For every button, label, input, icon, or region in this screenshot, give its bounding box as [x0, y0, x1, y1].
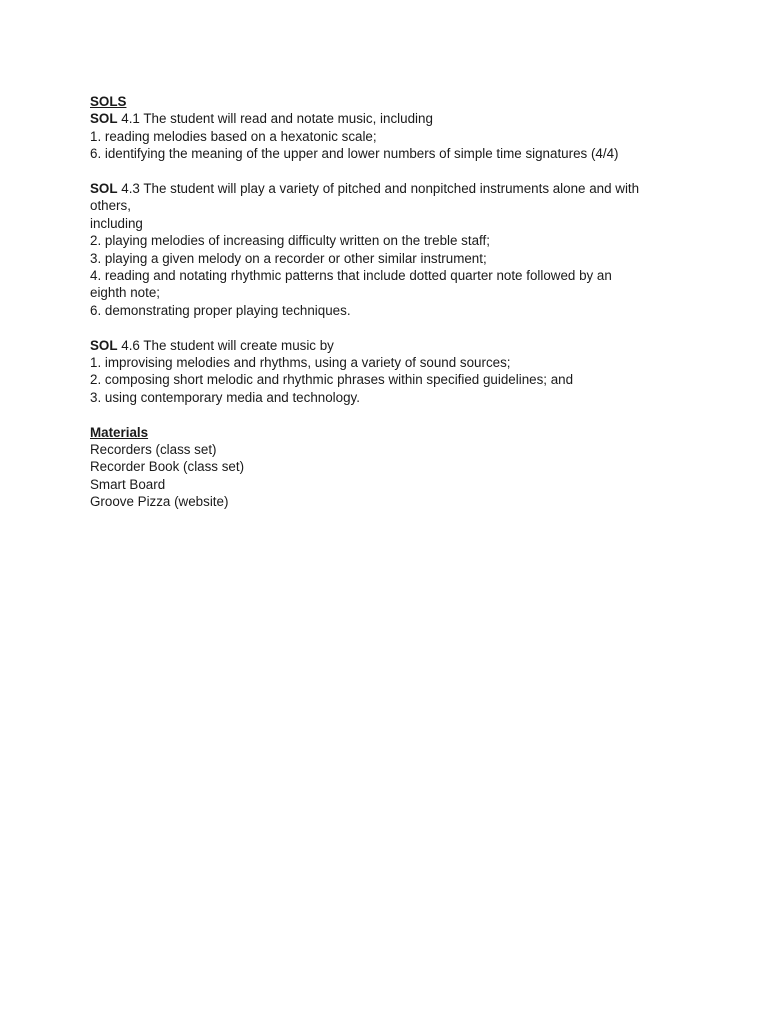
sol-4-3-intro-cont: others,: [90, 198, 131, 214]
materials-section: [90, 424, 690, 511]
document-page: [90, 93, 690, 511]
list-item: Smart Board: [90, 476, 166, 492]
list-item: 3. playing a given melody on a recorder or other similar instrument;: [90, 250, 487, 266]
sol-4-3-section: [90, 180, 690, 319]
sol-label: SOL: [90, 181, 118, 197]
materials-heading: Materials: [90, 424, 149, 440]
sol-label: SOL: [90, 111, 118, 127]
spacer: [90, 319, 690, 336]
list-item: 2. composing short melodic and rhythmic phrases within specified guidelines; and: [90, 372, 574, 388]
list-item: 3. using contemporary media and technology.: [90, 389, 360, 405]
list-item: Recorder Book (class set): [90, 459, 245, 475]
sol-4-6-section: [90, 337, 690, 407]
sol-label: SOL: [90, 337, 118, 353]
list-item: 2. playing melodies of increasing difficulty written on the treble staff;: [90, 233, 490, 249]
sol-4-1-text: 4.1 The student will read and notate music, including: [117, 111, 433, 127]
sol-4-6-text: 4.6 The student will create music by: [117, 337, 334, 353]
list-item: 1. improvising melodies and rhythms, using a variety of sound sources;: [90, 355, 511, 371]
list-item: Recorders (class set): [90, 442, 217, 458]
list-item: eighth note;: [90, 285, 160, 301]
sol-4-6-intro: [90, 337, 690, 354]
list-item: 6. identifying the meaning of the upper and lower numbers of simple time signatures (4/4): [90, 146, 619, 162]
list-item: 4. reading and notating rhythmic patterns that include dotted quarter note followed by an: [90, 268, 612, 284]
list-item: 6. demonstrating proper playing techniques.: [90, 302, 351, 318]
sol-4-3-intro: [90, 180, 690, 197]
spacer: [90, 163, 690, 180]
sol-4-3-including: including: [90, 215, 143, 231]
spacer: [90, 406, 690, 423]
sol-4-1-section: [90, 110, 690, 162]
list-item: Groove Pizza (website): [90, 494, 229, 510]
list-item: 1. reading melodies based on a hexatonic scale;: [90, 128, 377, 144]
sol-4-1-intro: [90, 110, 690, 127]
sol-4-3-text: 4.3 The student will play a variety of pitched and nonpitched instruments alone and with: [117, 181, 640, 197]
sols-heading: SOLS: [90, 94, 127, 109]
